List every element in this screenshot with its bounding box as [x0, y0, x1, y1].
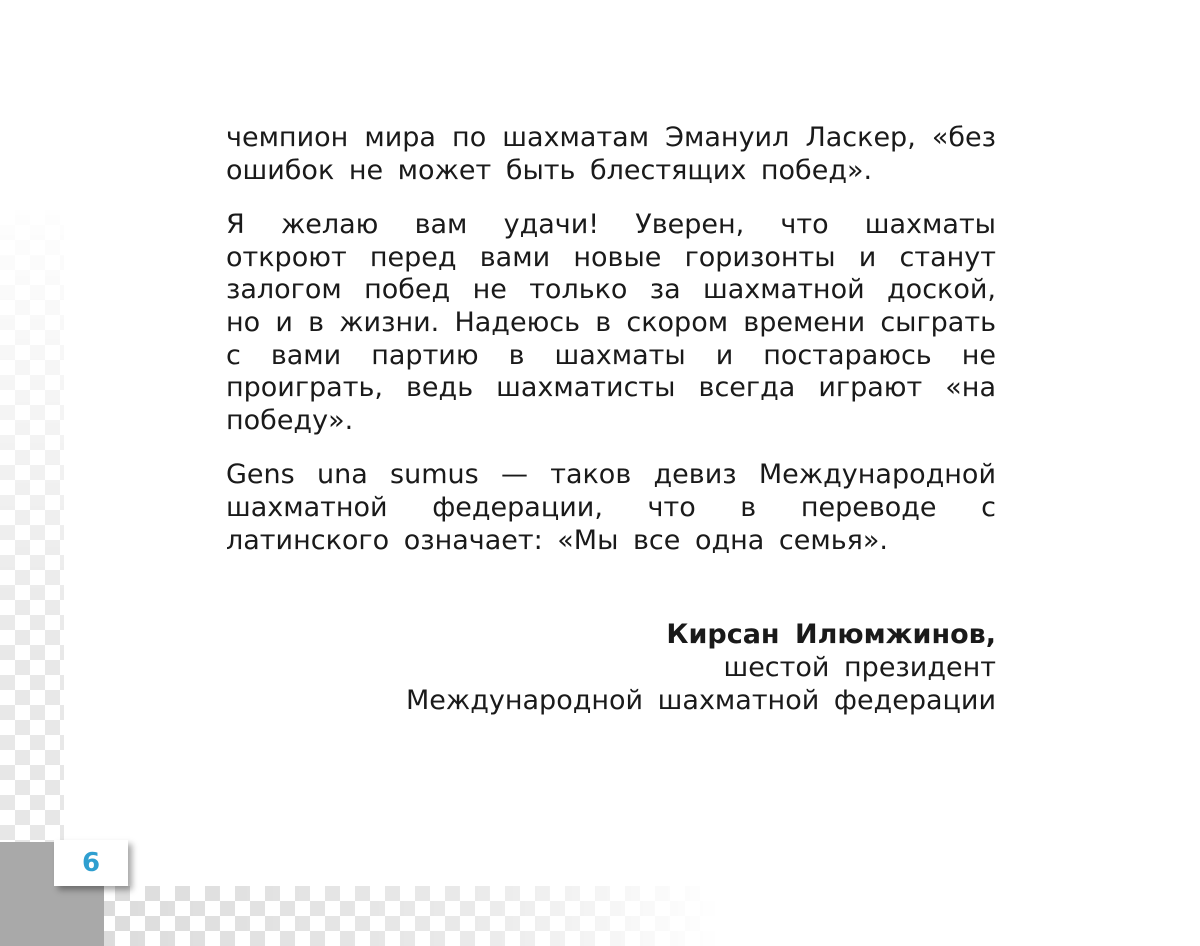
checker-pattern-left: [0, 210, 64, 946]
page-number-tab: [54, 840, 128, 886]
paragraph-3: Gens una sumus — таков девиз Международной шахматной федерации, что в переводе с латинского означает: «Мы все одна семья».: [226, 459, 996, 556]
signature-organization: Международной шахматной федерации: [405, 685, 996, 716]
paragraph-1: чемпион мира по шахматам Эмануил Ласкер, «без ошибок не может быть блестящих побед».: [226, 122, 996, 186]
page-number: 6: [81, 848, 101, 878]
signature-title: шестой президент: [723, 652, 996, 683]
checker-pattern-bottom: [100, 886, 720, 946]
paragraph-2: Я желаю вам удачи! Уверен, что шахматы откроют перед вами новые горизонты и станут залогом побед не только за шахматной доской, но и в жизни. Надеюсь в скором времени сыграть с вами партию в шахматы и постараюсь не проиграть, ведь шахматисты всегда играют «на победу».: [226, 209, 996, 436]
signature-name: Кирсан Илюмжинов,: [666, 619, 996, 650]
body-text: [226, 122, 996, 579]
signature: [406, 618, 996, 717]
